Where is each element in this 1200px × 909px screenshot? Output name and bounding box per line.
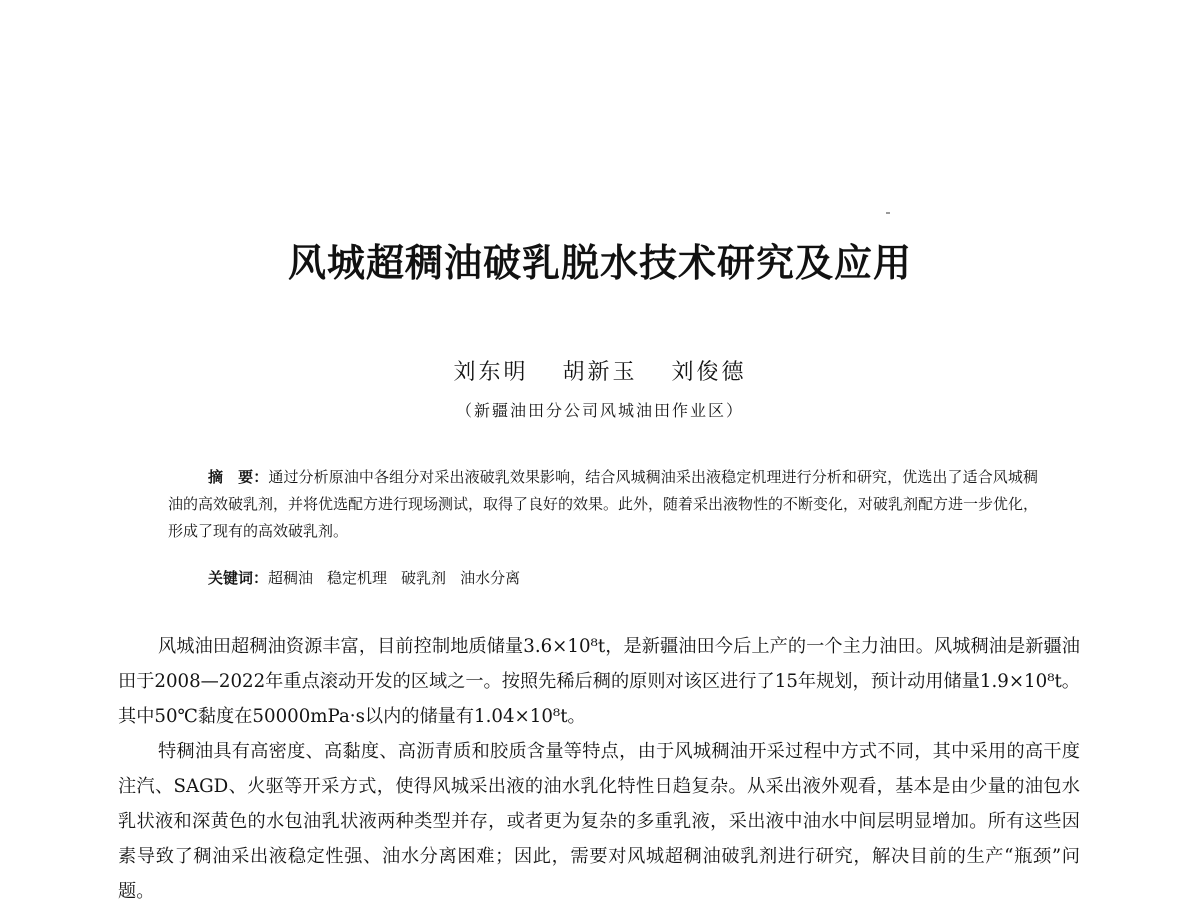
- abstract: [168, 464, 1038, 545]
- body-paragraph: 特稠油具有高密度、高黏度、高沥青质和胶质含量等特点，由于风城稠油开采过程中方式不同，其中采用的高干度注汽、SAGD、火驱等开采方式，使得风城采出液的油水乳化特性日趋复杂。从采出液外观看，基本是由少量的油包水乳状液和深黄色的水包油乳状液两种类型并存，或者更为复杂的多重乳液，采出液中油水中间层明显增加。所有这些因素导致了稠油采出液稳定性强、油水分离困难；因此，需要对风城超稠油破乳剂进行研究，解决目前的生产“瓶颈”问题。: [118, 741, 1080, 902]
- author-name: 刘东明: [453, 360, 529, 385]
- body-text: [118, 629, 1080, 909]
- author-name: 胡新玉: [562, 360, 638, 385]
- keyword: 超稠油: [268, 569, 314, 587]
- body-paragraph: 风城油田超稠油资源丰富，目前控制地质储量3.6×10⁸t，是新疆油田今后上产的一个主力油田。风城稠油是新疆油田于2008—2022年重点滚动开发的区域之一。按照先稀后稠的原则对该区进行了15年规划，预计动用储量1.9×10⁸t。其中50℃黏度在50000mPa·s以内的储量有1.04×10⁸t。: [118, 636, 1080, 727]
- paper-title: 风城超稠油破乳脱水技术研究及应用: [287, 241, 912, 285]
- abstract-text: 通过分析原油中各组分对采出液破乳效果影响，结合风城稠油采出液稳定机理进行分析和研究，优选出了适合风城稠油的高效破乳剂，并将优选配方进行现场测试，取得了良好的效果。此外，随着采出液物性的不断变化，对破乳剂配方进一步优化，形成了现有的高效破乳剂。: [168, 468, 1039, 540]
- keywords-label: 关键词：: [208, 569, 269, 587]
- keywords: [208, 565, 1038, 592]
- author-name: 刘俊德: [671, 360, 747, 385]
- author-affiliation: （新疆油田分公司风城油田作业区）: [455, 401, 744, 420]
- author-list: [0, 355, 1200, 386]
- keyword: 油水分离: [460, 569, 521, 587]
- keyword: 破乳剂: [401, 569, 447, 587]
- abstract-label: 摘 要：: [208, 468, 269, 486]
- scan-speck: [886, 212, 890, 214]
- keyword: 稳定机理: [327, 569, 388, 587]
